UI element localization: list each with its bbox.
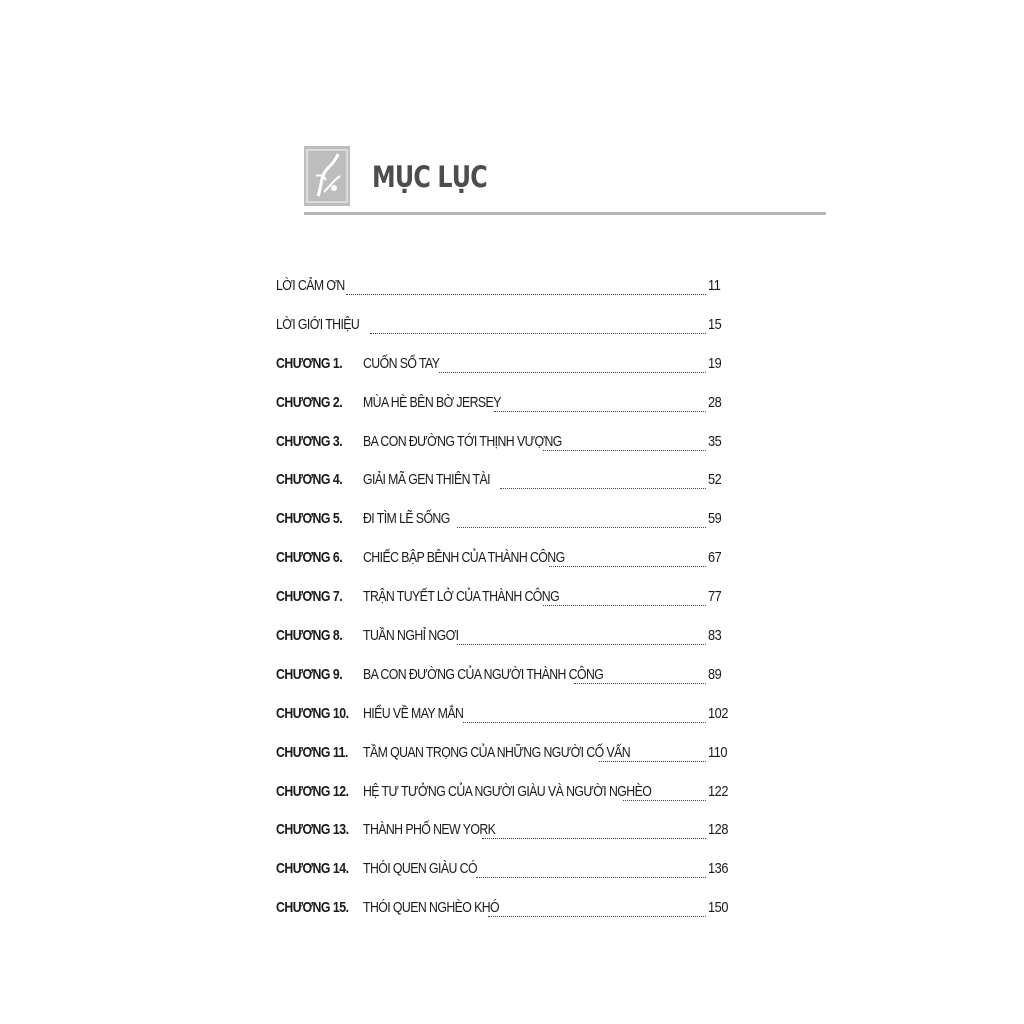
chapter-title: THÓI QUEN GIÀU CÓ [363, 860, 477, 878]
toc-header [304, 146, 826, 216]
toc-entry[interactable] [276, 389, 736, 428]
chapter-number: CHƯƠNG 5. [276, 510, 343, 528]
page-number: 122 [708, 782, 729, 800]
chapter-number: CHƯƠNG 3. [276, 432, 343, 450]
chapter-number: CHƯƠNG 15. [276, 899, 349, 917]
dot-leader [439, 354, 706, 373]
chapter-number: CHƯƠNG 10. [276, 704, 349, 722]
chapter-number: CHƯƠNG 12. [276, 782, 349, 800]
dot-leader [370, 315, 706, 334]
chapter-title: HIỂU VỀ MAY MẮN [363, 704, 464, 722]
page-number: 89 [708, 665, 722, 683]
dot-leader [482, 820, 706, 839]
toc-entry[interactable] [276, 661, 736, 700]
toc-entry[interactable] [276, 466, 736, 505]
page-number: 59 [708, 510, 722, 528]
dot-leader [494, 393, 706, 412]
chapter-number: CHƯƠNG 7. [276, 588, 343, 606]
dot-leader [457, 509, 706, 528]
chapter-number: CHƯƠNG 1. [276, 354, 343, 372]
page-number: 35 [708, 432, 722, 450]
header-divider [304, 212, 826, 215]
dot-leader [599, 743, 706, 762]
dot-leader [476, 859, 706, 878]
page-title: MỤC LỤC [372, 160, 487, 194]
toc-entry[interactable] [276, 739, 736, 778]
chapter-title: CHIẾC BẬP BÊNH CỦA THÀNH CÔNG [363, 549, 565, 567]
page-number: 83 [708, 627, 722, 645]
page-number: 19 [708, 354, 722, 372]
page-number: 11 [708, 277, 721, 294]
chapter-title: THÀNH PHỐ NEW YORK [363, 821, 496, 839]
page-number: 28 [708, 393, 722, 411]
dot-leader [488, 898, 706, 917]
chapter-number: CHƯƠNG 13. [276, 821, 349, 839]
chapter-title: TUẦN NGHỈ NGƠI [363, 627, 459, 645]
chapter-title: GIẢI MÃ GEN THIÊN TÀI [363, 471, 490, 489]
chapter-title: TRẬN TUYẾT LỞ CỦA THÀNH CÔNG [363, 588, 560, 606]
chapter-title: ĐI TÌM LẼ SỐNG [363, 510, 450, 528]
toc-entry[interactable] [276, 583, 736, 622]
chapter-number: CHƯƠNG 6. [276, 549, 343, 567]
toc-entry[interactable] [276, 700, 736, 739]
page-number: 77 [708, 588, 722, 606]
toc-entry[interactable] [276, 622, 736, 661]
chapter-title: TẦM QUAN TRỌNG CỦA NHỮNG NGƯỜI CỐ VẤN [363, 743, 631, 761]
dot-leader [463, 704, 706, 723]
page-number: 150 [708, 899, 729, 917]
page-number: 110 [708, 743, 728, 761]
chapter-title: MÙA HÈ BÊN BỜ JERSEY [363, 393, 501, 411]
toc-entry[interactable] [276, 544, 736, 583]
toc-entry[interactable] [276, 855, 736, 894]
table-of-contents [276, 272, 736, 933]
toc-entry[interactable] [276, 505, 736, 544]
chapter-number: CHƯƠNG 4. [276, 471, 343, 489]
dot-leader [543, 587, 706, 606]
chapter-number: CHƯƠNG 11. [276, 743, 348, 761]
chapter-title: BA CON ĐƯỜNG CỦA NGƯỜI THÀNH CÔNG [363, 665, 604, 683]
toc-entry[interactable] [276, 272, 736, 311]
chapter-title: CUỐN SỔ TAY [363, 354, 440, 372]
dot-leader [549, 548, 706, 567]
chapter-number: CHƯƠNG 8. [276, 627, 343, 645]
chapter-title: THÓI QUEN NGHÈO KHÓ [363, 899, 500, 917]
chapter-title: HỆ TƯ TƯỞNG CỦA NGƯỜI GIÀU VÀ NGƯỜI NGHÈO [363, 782, 652, 800]
page-number: 52 [708, 471, 722, 489]
page-number: 136 [708, 860, 729, 878]
page-number: 102 [708, 704, 729, 722]
dot-leader [457, 626, 706, 645]
dot-leader [346, 276, 707, 295]
chapter-title: LỜI CẢM ƠN [276, 277, 345, 294]
toc-entry[interactable] [276, 816, 736, 855]
chapter-title: LỜI GIỚI THIỆU [276, 315, 360, 333]
page-number: 15 [708, 315, 722, 333]
toc-entry[interactable] [276, 778, 736, 817]
dot-leader [500, 470, 706, 489]
chapter-title: BA CON ĐƯỜNG TỚI THỊNH VƯỢNG [363, 432, 562, 450]
dot-leader [543, 432, 706, 451]
toc-entry[interactable] [276, 428, 736, 467]
chapter-number: CHƯƠNG 9. [276, 665, 343, 683]
toc-entry[interactable] [276, 894, 736, 933]
book-emblem-icon [304, 146, 350, 206]
page-number: 67 [708, 549, 722, 567]
toc-entry[interactable] [276, 311, 736, 350]
dot-leader [623, 782, 706, 801]
toc-entry[interactable] [276, 350, 736, 389]
page-number: 128 [708, 821, 729, 839]
dot-leader [574, 665, 706, 684]
chapter-number: CHƯƠNG 14. [276, 860, 349, 878]
chapter-number: CHƯƠNG 2. [276, 393, 343, 411]
